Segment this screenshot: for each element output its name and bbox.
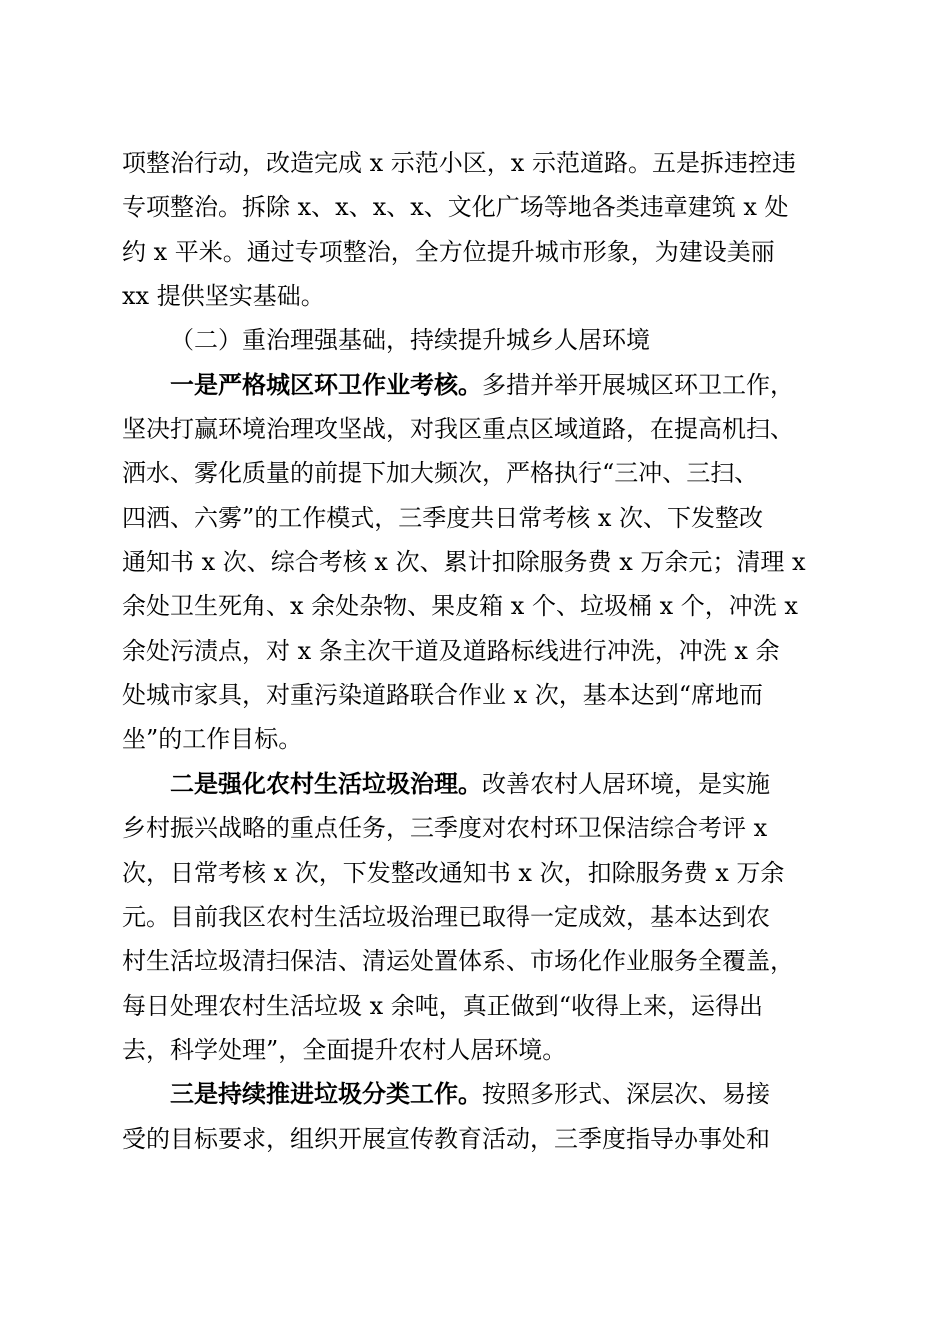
paragraph-line: xx 提供坚实基础。 — [122, 282, 325, 311]
paragraph-lead-rest: 按照多形式、深层次、易接 — [482, 1080, 770, 1109]
section-heading: （二）重治理强基础，持续提升城乡人居环境 — [170, 326, 650, 355]
document-body — [122, 141, 828, 1161]
paragraph-lead-rest: 改善农村人居环境，是实施 — [482, 769, 770, 798]
paragraph-lead: 二是强化农村生活垃圾治理。 — [170, 768, 482, 798]
paragraph-first-line — [122, 363, 828, 407]
paragraph-line: 余处污渍点，对 x 条主次干道及道路标线进行冲洗，冲洗 x 余 — [122, 636, 780, 665]
paragraph-line: 坐”的工作目标。 — [122, 725, 303, 754]
paragraph-line: 受的目标要求，组织开展宣传教育活动，三季度指导办事处和 — [122, 1124, 770, 1153]
paragraph-line: 约 x 平米。通过专项整治，全方位提升城市形象，为建设美丽 — [122, 237, 775, 266]
paragraph-line: 处城市家具，对重污染道路联合作业 x 次，基本达到“席地而 — [122, 681, 764, 710]
paragraph-line: 通知书 x 次、综合考核 x 次、累计扣除服务费 x 万余元；清理 x — [122, 548, 806, 577]
paragraph-line: 每日处理农村生活垃圾 x 余吨，真正做到“收得上来，运得出 — [122, 991, 764, 1020]
paragraph-lead: 一是严格城区环卫作业考核。 — [170, 369, 482, 399]
paragraph-lead-rest: 多措并举开展城区环卫工作， — [482, 370, 794, 399]
paragraph-line: 坚决打赢环境治理攻坚战，对我区重点区域道路，在提高机扫、 — [122, 415, 794, 444]
paragraph-line: 元。目前我区农村生活垃圾治理已取得一定成效，基本达到农 — [122, 902, 770, 931]
paragraph-line: 专项整治。拆除 x、x、x、x、文化广场等地各类违章建筑 x 处 — [122, 193, 789, 222]
paragraph-lead: 三是持续推进垃圾分类工作。 — [170, 1079, 482, 1109]
paragraph-line: 村生活垃圾清扫保洁、清运处置体系、市场化作业服务全覆盖， — [122, 947, 794, 976]
paragraph-line: 次，日常考核 x 次，下发整改通知书 x 次，扣除服务费 x 万余 — [122, 858, 785, 887]
paragraph-line: 去，科学处理”，全面提升农村人居环境。 — [122, 1035, 567, 1064]
paragraph-line: 乡村振兴战略的重点任务，三季度对农村环卫保洁综合考评 x — [122, 814, 768, 843]
paragraph-first-line — [122, 762, 828, 806]
paragraph-line: 四洒、六雾”的工作模式，三季度共日常考核 x 次、下发整改 — [122, 503, 764, 532]
paragraph-first-line — [122, 1072, 828, 1116]
paragraph-line: 余处卫生死角、x 余处杂物、果皮箱 x 个、垃圾桶 x 个，冲洗 x — [122, 592, 798, 621]
paragraph-line: 洒水、雾化质量的前提下加大频次，严格执行“三冲、三扫、 — [122, 459, 759, 488]
paragraph-line: 项整治行动，改造完成 x 示范小区，x 示范道路。五是拆违控违 — [122, 149, 796, 177]
